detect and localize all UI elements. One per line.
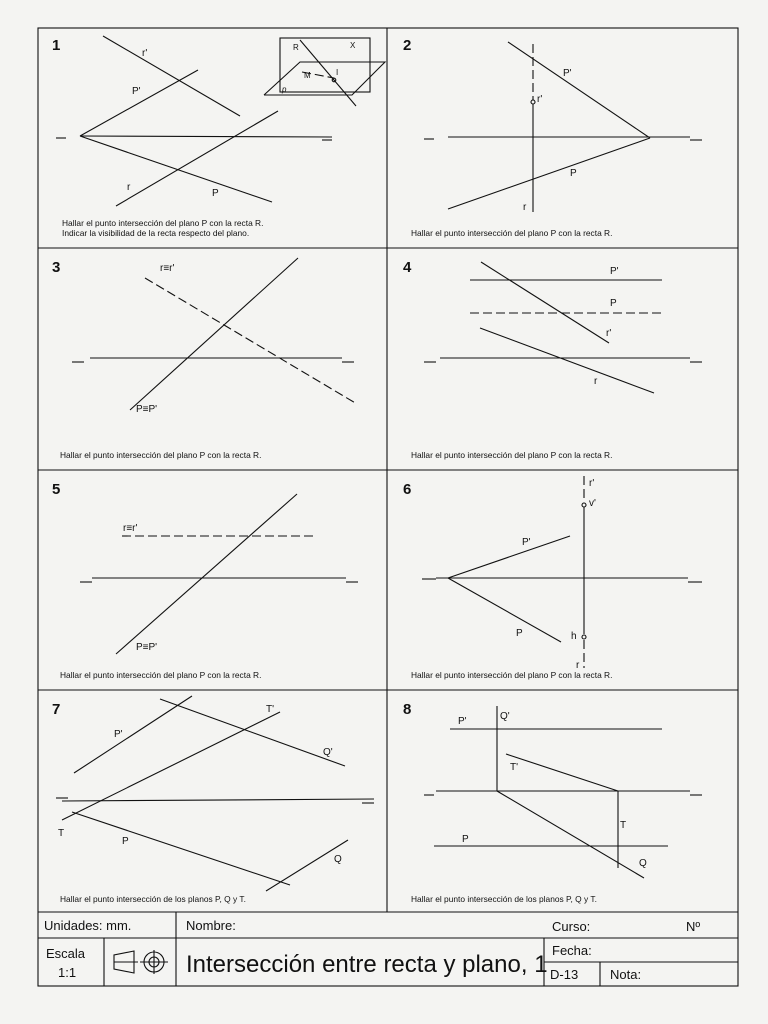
label-r-prime: r' <box>589 478 595 489</box>
label-r-prime: r' <box>142 48 148 59</box>
exercise-number: 8 <box>403 701 412 718</box>
exercise-caption: Hallar el punto intersección del plano P con la recta R. <box>60 670 262 680</box>
projection-symbol-icon <box>114 950 168 974</box>
exercise-caption: Hallar el punto intersección del plano P con la recta R. <box>411 228 613 238</box>
number-label: Nº <box>686 919 701 934</box>
label-q-prime: Q' <box>500 711 510 722</box>
scale-label: Escala <box>46 946 86 961</box>
label-p-prime: P' <box>132 86 141 97</box>
exercise-6 <box>403 476 702 680</box>
exercise-7 <box>52 696 374 904</box>
label-p-prime: P' <box>610 266 619 277</box>
exercise-caption: Hallar el punto intersección de los planos P, Q y T. <box>60 894 246 904</box>
exercise-number: 3 <box>52 259 61 276</box>
label-r: r <box>127 182 131 193</box>
units-label: Unidades: mm. <box>44 918 132 933</box>
exercise-number: 2 <box>403 37 412 54</box>
label-p: P <box>462 834 469 845</box>
label-r: r <box>576 660 580 671</box>
label-p: P <box>122 836 129 847</box>
name-label: Nombre: <box>186 918 236 933</box>
exercise-caption: Hallar el punto intersección del plano P con la recta R. <box>411 670 613 680</box>
label-r: r <box>594 376 598 387</box>
label-p: P <box>212 188 219 199</box>
label-p-prime: P' <box>458 716 467 727</box>
exercise-number: 1 <box>52 37 61 54</box>
label-q-prime: Q' <box>323 747 333 758</box>
inset-label-r: R <box>293 43 299 52</box>
exercise-2 <box>403 37 702 238</box>
label-p: P <box>610 298 617 309</box>
label-q: Q <box>334 854 342 865</box>
exercise-number: 6 <box>403 481 412 498</box>
scale-value: 1:1 <box>58 965 77 980</box>
exercise-5 <box>52 481 358 680</box>
label-p-prime: P' <box>114 729 123 740</box>
exercise-8 <box>403 701 702 904</box>
label-r-prime: r' <box>606 328 612 339</box>
exercise-3 <box>52 258 357 460</box>
exercise-caption-line2: Indicar la visibilidad de la recta respecto del plano. <box>62 228 250 238</box>
label-p: P≡P' <box>136 642 158 653</box>
inset-label-i: I <box>336 68 339 77</box>
inset-label-x: X <box>350 41 356 50</box>
exercise-caption: Hallar el punto intersección del plano P con la recta R. <box>60 450 262 460</box>
label-p-prime: P' <box>563 68 572 79</box>
grade-label: Nota: <box>610 967 642 982</box>
exercise-caption: Hallar el punto intersección de los planos P, Q y T. <box>411 894 597 904</box>
title-block <box>38 912 738 986</box>
sheet-frame <box>38 28 738 986</box>
exercise-number: 7 <box>52 701 61 718</box>
exercise-caption: Hallar el punto intersección del plano P con la recta R. <box>62 218 264 228</box>
inset-label-m: M <box>304 71 311 80</box>
exercise-4 <box>403 259 702 460</box>
label-t-prime: T' <box>510 762 519 773</box>
inset-label-p: p <box>282 85 287 94</box>
label-r-prime: r' <box>537 94 543 105</box>
label-r: r≡r' <box>123 523 138 534</box>
drawing-title: Intersección entre recta y plano, 1 <box>186 951 548 978</box>
label-v-prime: v' <box>589 498 596 509</box>
course-label: Curso: <box>552 919 591 934</box>
exercise-caption: Hallar el punto intersección del plano P con la recta R. <box>411 450 613 460</box>
drawing-code: D-13 <box>550 967 579 982</box>
label-p: P≡P' <box>136 404 158 415</box>
label-p-prime: P' <box>522 537 531 548</box>
date-label: Fecha: <box>552 943 592 958</box>
label-t: T <box>58 828 65 839</box>
exercise-1 <box>52 36 385 238</box>
label-r: r≡r' <box>160 263 175 274</box>
label-t-prime: T' <box>266 704 275 715</box>
label-p: P <box>570 168 577 179</box>
label-r: r <box>523 202 527 213</box>
label-h: h <box>571 631 577 642</box>
exercise-number: 4 <box>403 259 412 276</box>
label-q: Q <box>639 858 647 869</box>
label-p: P <box>516 628 523 639</box>
inset-sketch <box>264 38 385 106</box>
label-t: T <box>620 820 627 831</box>
exercise-number: 5 <box>52 481 61 498</box>
